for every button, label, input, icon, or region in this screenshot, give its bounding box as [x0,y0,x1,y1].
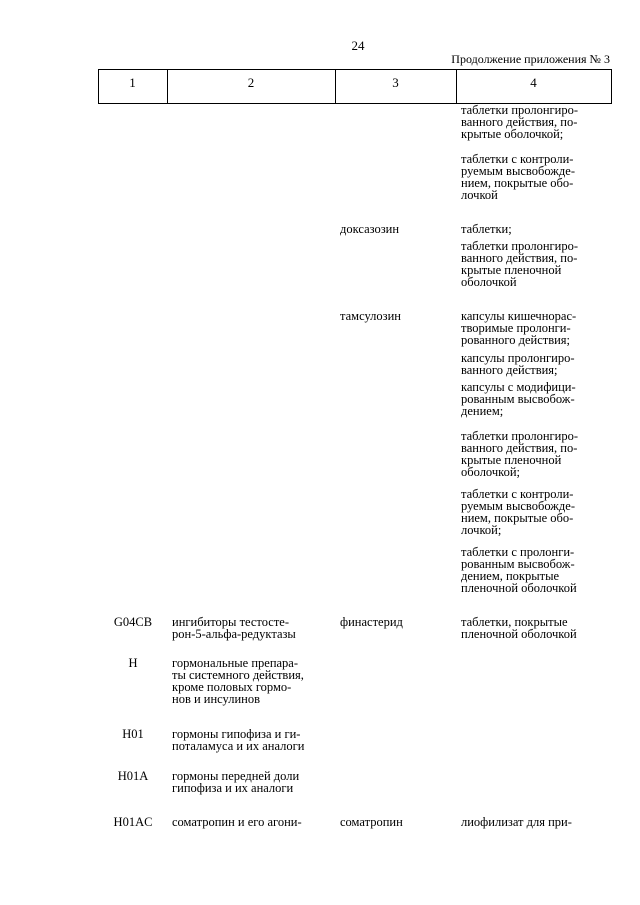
dosage-form: таблетки с контроли- руемым высвобожде- нием, покрытые обо- лочкой [461,152,575,202]
atc-code: G04CB [113,615,153,629]
atc-group-name: гормональные препара- ты системного действия, кроме половых гормо- нов и инсулинов [172,656,304,706]
drug-name: соматропин [340,815,403,829]
dosage-form: таблетки с контроли- руемым высвобожде- нием, покрытые обо- лочкой; [461,487,575,537]
dosage-form: таблетки пролонгиро- ванного действия, по- крытые пленочной оболочкой; [461,429,579,479]
dosage-form: капсулы пролонгиро- ванного действия; [461,351,575,377]
atc-code: H01 [122,727,144,741]
dosage-form: таблетки пролонгиро- ванного действия, по- крытые пленочной оболочкой [461,239,579,289]
header-col-4: 4 [530,75,537,90]
dosage-form: капсулы кишечнорас- творимые пролонги- рованного действия; [461,309,577,347]
atc-group-name: ингибиторы тестосте- рон-5-альфа-редуктазы [172,615,296,641]
drug-name: доксазозин [340,222,400,236]
dosage-form: таблетки пролонгиро- ванного действия, по- крытые оболочкой; [461,103,579,141]
atc-code: H [128,656,138,670]
dosage-form: таблетки; [461,222,512,236]
atc-code: H01AC [113,815,153,829]
drug-name: тамсулозин [340,309,401,323]
dosage-form: таблетки с пролонги- рованным высвобож- дением, покрытые пленочной оболочкой [461,545,577,595]
atc-group-name: гормоны гипофиза и ги- поталамуса и их аналоги [172,727,305,753]
header-col-3: 3 [392,75,399,90]
atc-code: H01A [117,769,149,783]
atc-group-name: соматропин и его агони- [172,815,302,829]
page-number: 24 [351,38,365,53]
table-header-row [98,69,612,104]
header-col-1: 1 [129,75,136,90]
dosage-form: лиофилизат для при- [461,815,572,829]
dosage-form: капсулы с модифици- рованным высвобож- дением; [461,380,576,418]
atc-group-name: гормоны передней доли гипофиза и их аналоги [172,769,300,795]
drug-name: финастерид [340,615,403,629]
header-col-2: 2 [247,75,255,90]
dosage-form: таблетки, покрытые пленочной оболочкой [461,615,577,641]
appendix-continuation-note: Продолжение приложения № 3 [451,52,610,66]
